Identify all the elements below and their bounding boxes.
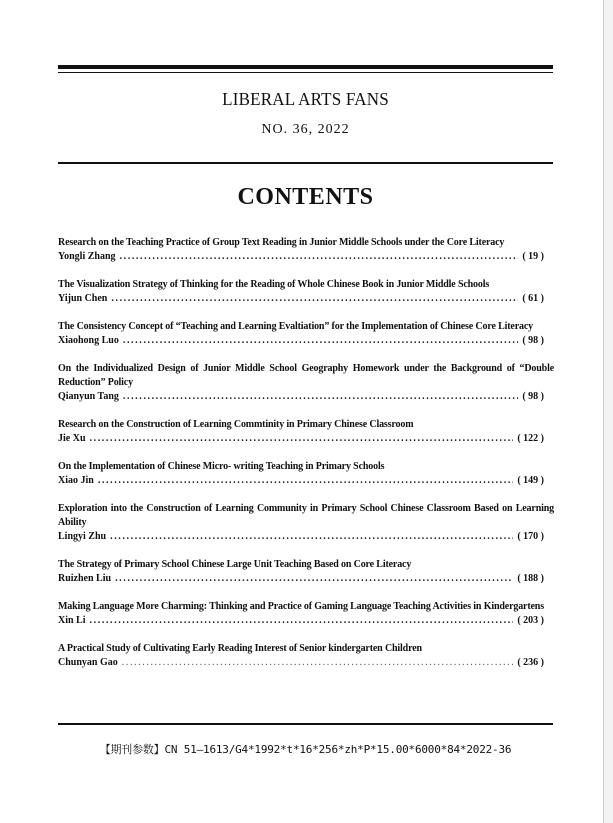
page-number: ( 149 ) <box>517 475 544 486</box>
entry-line <box>58 432 554 446</box>
article-author: Lingyi Zhu <box>58 531 107 542</box>
dot-leader <box>123 334 518 348</box>
entry-line <box>58 530 554 544</box>
entry-line <box>58 334 554 348</box>
page-number: ( 98 ) <box>522 391 544 402</box>
toc-entry[interactable] <box>58 460 554 488</box>
article-title[interactable]: On the Individualized Design of Junior Middle School Geography Homework under the Background of “Double Reduction” Policy <box>58 363 554 388</box>
article-author: Xin Li <box>58 615 86 626</box>
toc-entry[interactable] <box>58 320 554 348</box>
toc-entry[interactable] <box>58 236 554 264</box>
article-author: Xiaohong Luo <box>58 335 119 346</box>
article-title[interactable]: Research on the Construction of Learning Commtinity in Primary Chinese Classroom <box>58 419 414 430</box>
issue-number: NO. 36, 2022 <box>261 122 350 137</box>
footer-divider <box>58 723 553 725</box>
article-title[interactable]: A Practical Study of Cultivating Early Reading Interest of Senior kindergarten Children <box>58 643 422 654</box>
article-author: Yongli Zhang <box>58 251 116 262</box>
article-title[interactable]: The Consistency Concept of “Teaching and Learning Evaltiation” for the Implementation of Chinese Core Literacy <box>58 321 533 332</box>
journal-parameters: 【期刊参数】CN 51—1613/G4*1992*t*16*256*zh*P*15.00*6000*84*2022-36 <box>99 743 512 756</box>
entry-line <box>58 292 554 306</box>
article-title[interactable]: Research on the Teaching Practice of Group Text Reading in Junior Middle Schools under the Core Literacy <box>58 237 505 248</box>
article-author: Xiao Jin <box>58 475 94 486</box>
dot-leader <box>120 250 519 264</box>
dot-leader <box>111 292 518 306</box>
dot-leader <box>90 614 514 628</box>
top-thin-rule <box>58 72 553 73</box>
contents-heading: CONTENTS <box>237 184 374 210</box>
page-number: ( 203 ) <box>517 615 544 626</box>
toc-entry[interactable] <box>58 278 554 306</box>
header-divider <box>58 162 553 164</box>
toc-entry[interactable] <box>58 600 554 628</box>
entry-line <box>58 656 554 670</box>
article-title[interactable]: On the Implementation of Chinese Micro- writing Teaching in Primary Schools <box>58 461 385 472</box>
entry-line <box>58 614 554 628</box>
dot-leader <box>110 530 513 544</box>
page-number: ( 61 ) <box>522 293 544 304</box>
toc-entry[interactable] <box>58 502 554 544</box>
entry-line <box>58 474 554 488</box>
article-title[interactable]: The Strategy of Primary School Chinese Large Unit Teaching Based on Core Literacy <box>58 559 412 570</box>
table-of-contents <box>58 236 554 670</box>
article-title[interactable]: Exploration into the Construction of Learning Community in Primary School Chinese Classroom Based on Learning Ability <box>58 503 554 528</box>
toc-entry[interactable] <box>58 558 554 586</box>
top-thick-rule <box>58 65 553 69</box>
entry-line <box>58 572 554 586</box>
article-title[interactable]: The Visualization Strategy of Thinking for the Reading of Whole Chinese Book in Junior Middle Schools <box>58 279 490 290</box>
dot-leader <box>123 390 518 404</box>
article-author: Ruizhen Liu <box>58 573 112 584</box>
article-author: Jie Xu <box>58 433 86 444</box>
entry-line <box>58 390 554 404</box>
toc-entry[interactable] <box>58 362 554 404</box>
article-author: Chunyan Gao <box>58 657 118 668</box>
article-author: Yijun Chen <box>58 293 108 304</box>
page-number: ( 188 ) <box>517 573 544 584</box>
article-author: Qianyun Tang <box>58 391 119 402</box>
toc-entry[interactable] <box>58 642 554 670</box>
page-number: ( 19 ) <box>522 251 544 262</box>
dot-leader <box>122 656 514 670</box>
journal-title: LIBERAL ARTS FANS <box>222 89 389 110</box>
dot-leader <box>115 572 513 586</box>
entry-line <box>58 250 554 264</box>
page-number: ( 122 ) <box>517 433 544 444</box>
toc-entry[interactable] <box>58 418 554 446</box>
dot-leader <box>90 432 514 446</box>
page-edge <box>603 0 613 823</box>
page-number: ( 236 ) <box>517 657 544 668</box>
dot-leader <box>98 474 513 488</box>
page-number: ( 170 ) <box>517 531 544 542</box>
page-number: ( 98 ) <box>522 335 544 346</box>
article-title[interactable]: Making Language More Charming: Thinking and Practice of Gaming Language Teaching Activities in Kindergartens <box>58 601 544 612</box>
